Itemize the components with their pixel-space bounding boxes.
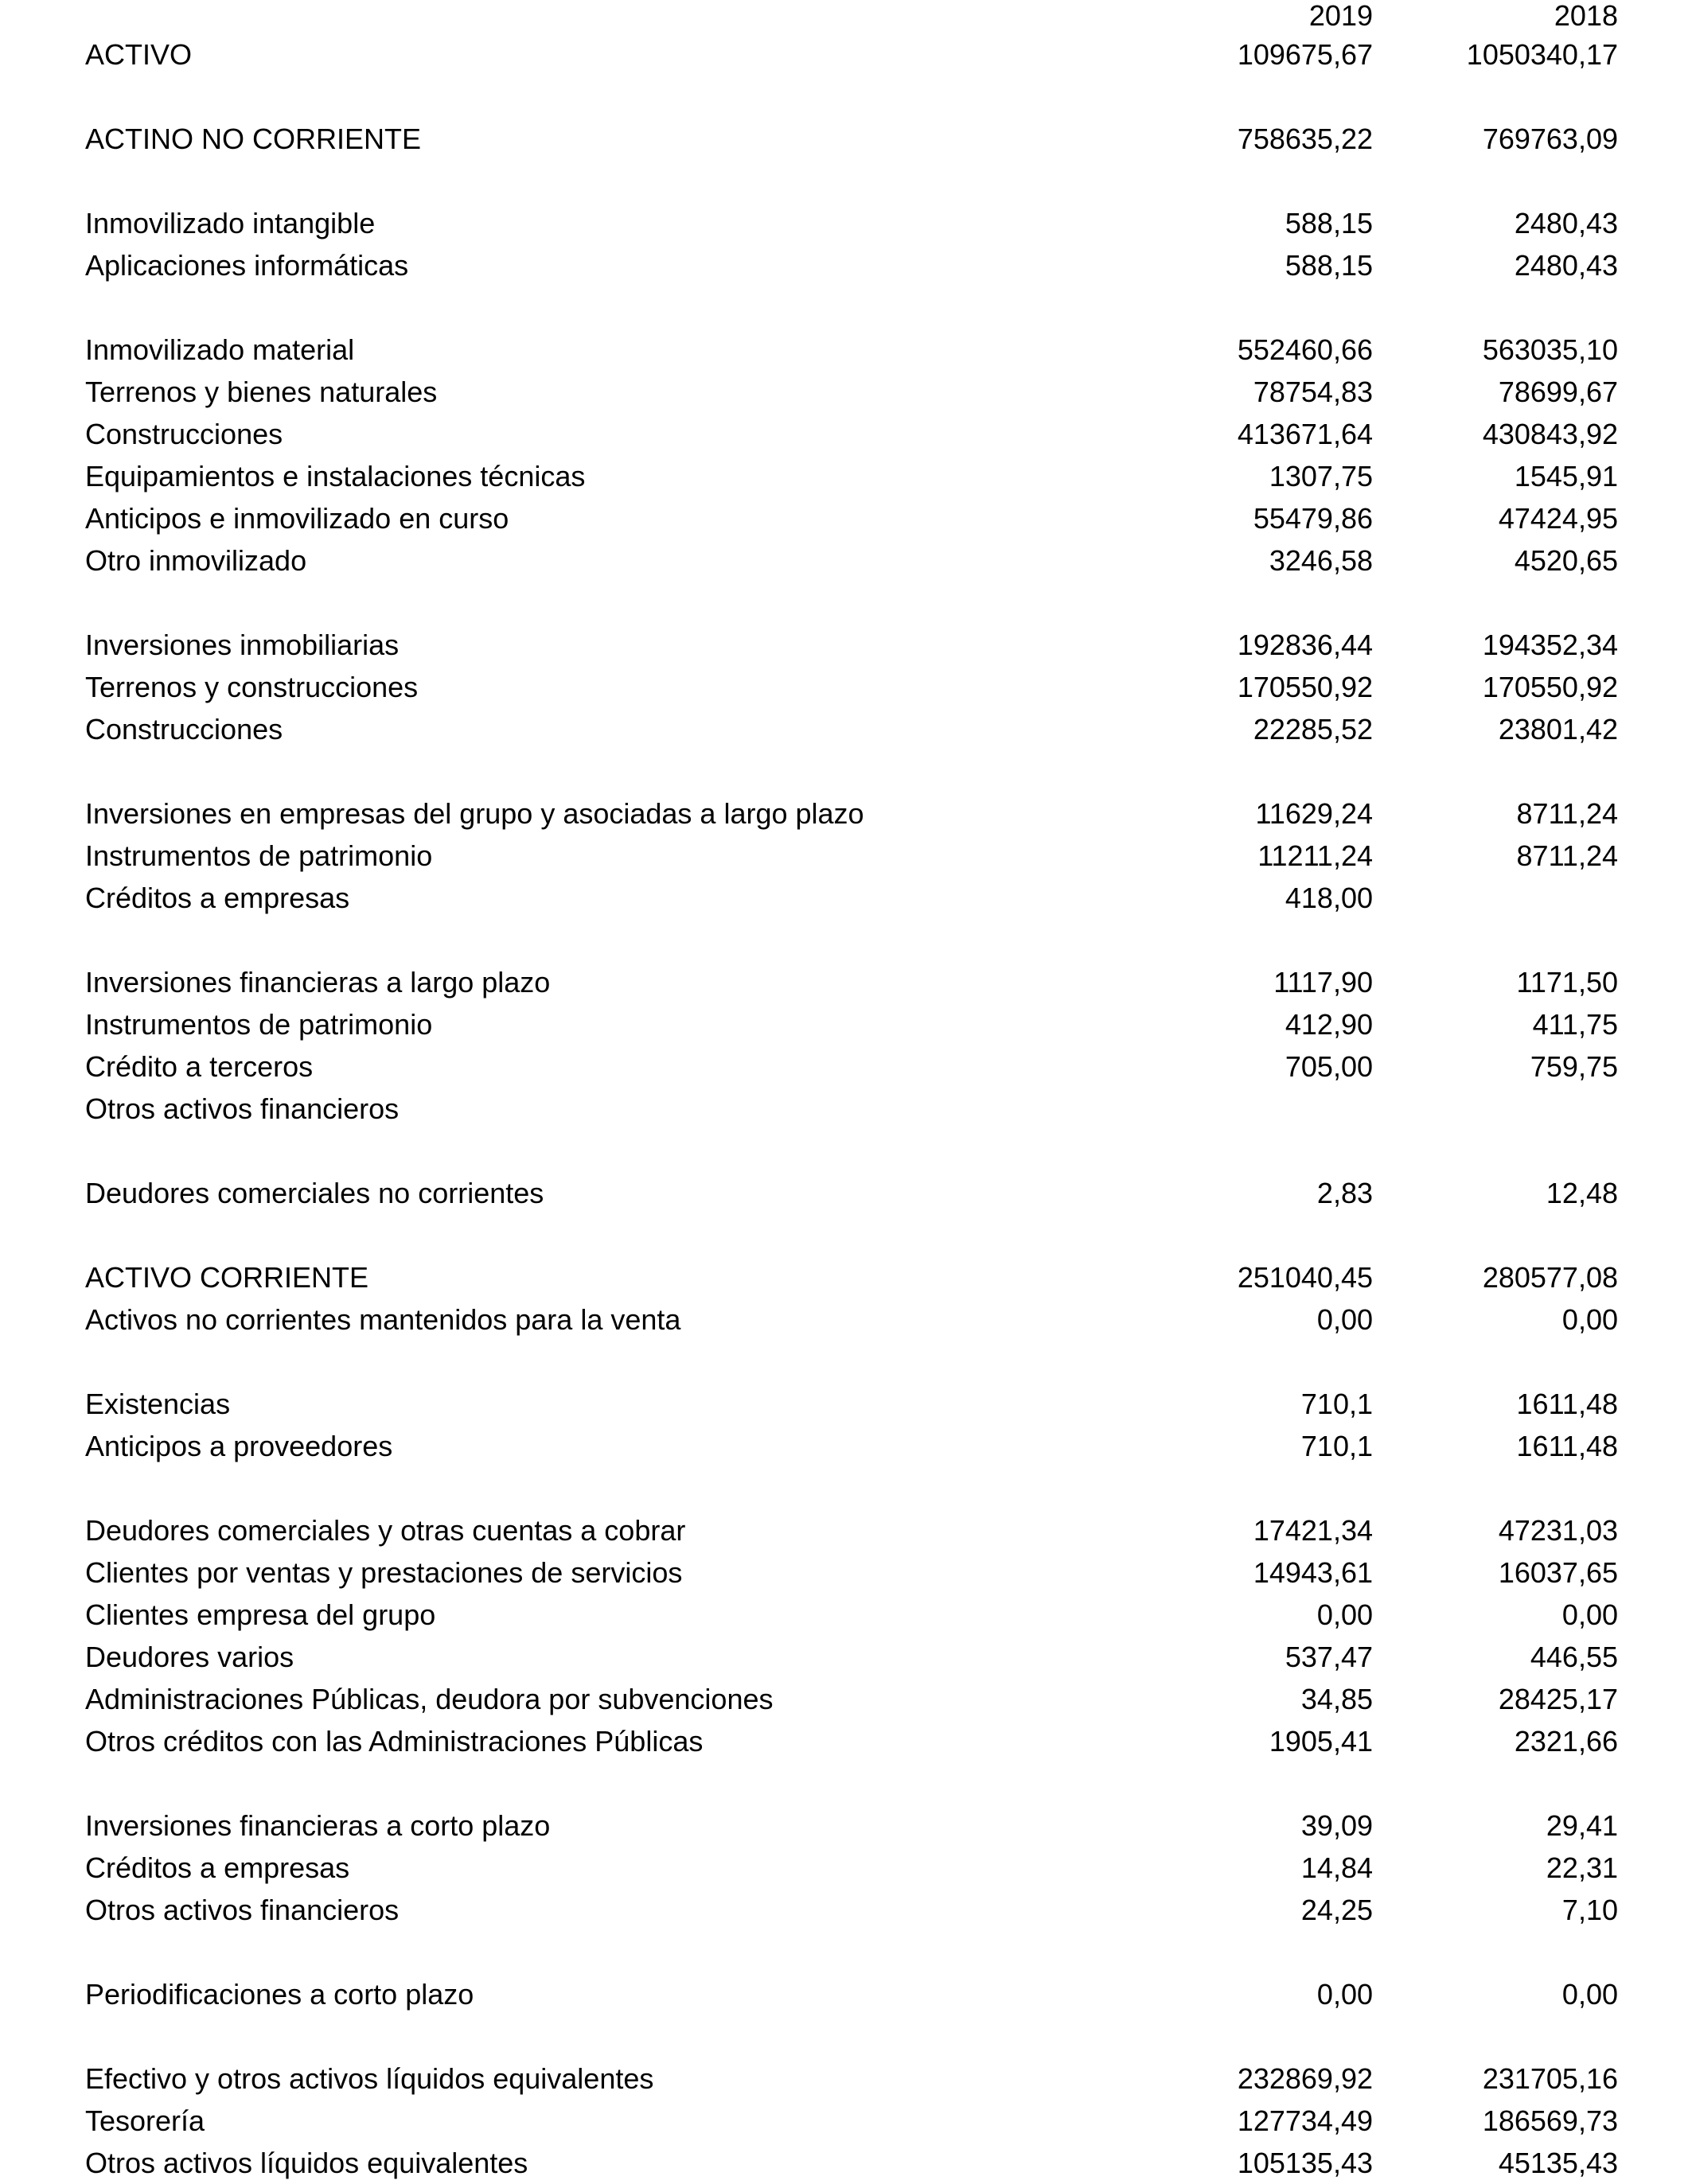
value-2019: 588,15 bbox=[1285, 207, 1373, 239]
table-row bbox=[0, 1383, 1692, 1425]
value-2019: 552460,66 bbox=[1237, 333, 1373, 366]
value-2018: 0,00 bbox=[1561, 1303, 1618, 1336]
value-2019: 11211,24 bbox=[1257, 839, 1373, 872]
table-row bbox=[0, 1045, 1692, 1088]
row-label: Construcciones bbox=[85, 713, 283, 746]
row-label: Otro inmovilizado bbox=[85, 544, 307, 577]
table-row bbox=[0, 708, 1692, 750]
table-row bbox=[0, 1889, 1692, 1931]
spacer-row bbox=[0, 1341, 1692, 1383]
value-2018: 22,31 bbox=[1546, 1851, 1618, 1884]
value-2018: 1050340,17 bbox=[1466, 38, 1618, 71]
value-2018: 12,48 bbox=[1546, 1177, 1618, 1209]
row-label: Existencias bbox=[85, 1388, 231, 1420]
row-label: ACTINO NO CORRIENTE bbox=[85, 123, 422, 155]
value-2018: 7,10 bbox=[1561, 1894, 1618, 1926]
value-2019: 1307,75 bbox=[1269, 460, 1373, 492]
table-row bbox=[0, 1551, 1692, 1594]
row-label: Construcciones bbox=[85, 418, 283, 450]
row-label: Instrumentos de patrimonio bbox=[85, 839, 433, 872]
row-label: ACTIVO CORRIENTE bbox=[85, 1261, 369, 1294]
value-2019: 588,15 bbox=[1285, 249, 1373, 282]
row-label: Otros activos financieros bbox=[85, 1092, 400, 1125]
row-label: Crédito a terceros bbox=[85, 1050, 314, 1083]
value-2019: 14,84 bbox=[1300, 1851, 1373, 1884]
row-label: Terrenos y bienes naturales bbox=[85, 376, 438, 408]
value-2019: 251040,45 bbox=[1237, 1261, 1373, 1294]
row-label: Créditos a empresas bbox=[85, 882, 350, 914]
value-2018: 8711,24 bbox=[1516, 797, 1618, 830]
row-label: Administraciones Públicas, deudora por subvenciones bbox=[85, 1683, 774, 1715]
value-2018: 45135,43 bbox=[1498, 2147, 1618, 2179]
value-2019: 105135,43 bbox=[1237, 2147, 1373, 2179]
row-label: Deudores varios bbox=[85, 1641, 294, 1673]
value-2019: 34,85 bbox=[1300, 1683, 1373, 1715]
balance-rows bbox=[0, 33, 1692, 2184]
spacer-row bbox=[0, 582, 1692, 624]
spacer-row bbox=[0, 1931, 1692, 1973]
table-row bbox=[0, 455, 1692, 497]
spacer-row bbox=[0, 1130, 1692, 1172]
row-label: Otros activos líquidos equivalentes bbox=[85, 2147, 528, 2179]
value-2018: 0,00 bbox=[1561, 1598, 1618, 1631]
spacer-row bbox=[0, 1214, 1692, 1256]
value-2018: 2480,43 bbox=[1514, 207, 1618, 239]
value-2019: 710,1 bbox=[1300, 1430, 1373, 1462]
spacer-row bbox=[0, 1467, 1692, 1509]
table-row bbox=[0, 835, 1692, 877]
value-2018: 47424,95 bbox=[1498, 502, 1618, 535]
table-row bbox=[0, 118, 1692, 160]
table-row bbox=[0, 666, 1692, 708]
row-label: Terrenos y construcciones bbox=[85, 671, 419, 703]
value-2019: 0,00 bbox=[1316, 1598, 1373, 1631]
value-2019: 418,00 bbox=[1285, 882, 1373, 914]
row-label: Deudores comerciales y otras cuentas a cobrar bbox=[85, 1514, 686, 1547]
table-row bbox=[0, 1172, 1692, 1214]
table-row bbox=[0, 2142, 1692, 2184]
value-2018: 430843,92 bbox=[1482, 418, 1618, 450]
row-label: Clientes por ventas y prestaciones de servicios bbox=[85, 1556, 683, 1589]
row-label: Anticipos e inmovilizado en curso bbox=[85, 502, 509, 535]
value-2019: 22285,52 bbox=[1253, 713, 1373, 746]
table-row bbox=[0, 1256, 1692, 1298]
value-2019: 109675,67 bbox=[1237, 38, 1373, 71]
value-2018: 1545,91 bbox=[1514, 460, 1618, 492]
value-2019: 127734,49 bbox=[1237, 2104, 1373, 2137]
spacer-row bbox=[0, 76, 1692, 118]
row-label: Deudores comerciales no corrientes bbox=[85, 1177, 544, 1209]
row-label: Activos no corrientes mantenidos para la venta bbox=[85, 1303, 681, 1336]
row-label: Otros créditos con las Administraciones Públicas bbox=[85, 1725, 704, 1758]
value-2019: 11629,24 bbox=[1255, 797, 1373, 830]
table-row bbox=[0, 2100, 1692, 2142]
value-2019: 0,00 bbox=[1316, 1303, 1373, 1336]
value-2019: 78754,83 bbox=[1253, 376, 1373, 408]
value-2018: 1171,50 bbox=[1516, 966, 1618, 999]
row-label: Inmovilizado intangible bbox=[85, 207, 376, 239]
value-2019: 55479,86 bbox=[1253, 502, 1373, 535]
table-row bbox=[0, 624, 1692, 666]
year-2018-header: 2018 bbox=[1554, 0, 1618, 32]
value-2019: 170550,92 bbox=[1237, 671, 1373, 703]
value-2019: 412,90 bbox=[1285, 1008, 1373, 1041]
spacer-row bbox=[0, 2015, 1692, 2057]
value-2018: 29,41 bbox=[1546, 1809, 1618, 1842]
value-2019: 758635,22 bbox=[1237, 123, 1373, 155]
table-row bbox=[0, 1425, 1692, 1467]
table-row bbox=[0, 1678, 1692, 1720]
value-2018: 1611,48 bbox=[1516, 1430, 1618, 1462]
table-row bbox=[0, 202, 1692, 244]
table-row bbox=[0, 1594, 1692, 1636]
table-row bbox=[0, 877, 1692, 919]
table-row bbox=[0, 1847, 1692, 1889]
value-2018: 2321,66 bbox=[1514, 1725, 1618, 1758]
value-2019: 24,25 bbox=[1300, 1894, 1373, 1926]
value-2019: 0,00 bbox=[1316, 1978, 1373, 2011]
value-2019: 705,00 bbox=[1285, 1050, 1373, 1083]
row-label: Inversiones inmobiliarias bbox=[85, 629, 400, 661]
value-2019: 17421,34 bbox=[1253, 1514, 1373, 1547]
table-row bbox=[0, 371, 1692, 413]
value-2018: 563035,10 bbox=[1482, 333, 1618, 366]
value-2018: 78699,67 bbox=[1498, 376, 1618, 408]
row-label: Instrumentos de patrimonio bbox=[85, 1008, 433, 1041]
spacer-row bbox=[0, 919, 1692, 961]
table-row bbox=[0, 33, 1692, 76]
row-label: ACTIVO bbox=[85, 38, 193, 71]
value-2019: 1117,90 bbox=[1273, 966, 1373, 999]
value-2019: 232869,92 bbox=[1237, 2062, 1373, 2095]
value-2018: 194352,34 bbox=[1482, 629, 1618, 661]
row-label: Inversiones financieras a largo plazo bbox=[85, 966, 551, 999]
value-2018: 411,75 bbox=[1532, 1008, 1618, 1041]
value-2018: 759,75 bbox=[1530, 1050, 1618, 1083]
spacer-row bbox=[0, 1762, 1692, 1804]
row-label: Inversiones financieras a corto plazo bbox=[85, 1809, 551, 1842]
table-row bbox=[0, 792, 1692, 835]
value-2019: 39,09 bbox=[1300, 1809, 1373, 1842]
table-row bbox=[0, 329, 1692, 371]
value-2018: 186569,73 bbox=[1482, 2104, 1618, 2137]
value-2019: 192836,44 bbox=[1237, 629, 1373, 661]
table-row bbox=[0, 1003, 1692, 1045]
table-row bbox=[0, 1088, 1692, 1130]
row-label: Periodificaciones a corto plazo bbox=[85, 1978, 474, 2011]
value-2018: 23801,42 bbox=[1498, 713, 1618, 746]
value-2018: 231705,16 bbox=[1482, 2062, 1618, 2095]
row-label: Créditos a empresas bbox=[85, 1851, 350, 1884]
value-2019: 537,47 bbox=[1285, 1641, 1373, 1673]
value-2018: 769763,09 bbox=[1482, 123, 1618, 155]
value-2018: 8711,24 bbox=[1516, 839, 1618, 872]
row-label: Equipamientos e instalaciones técnicas bbox=[85, 460, 586, 492]
value-2019: 2,83 bbox=[1316, 1177, 1373, 1209]
value-2019: 3246,58 bbox=[1269, 544, 1373, 577]
table-row bbox=[0, 1509, 1692, 1551]
row-label: Inmovilizado material bbox=[85, 333, 355, 366]
value-2018: 280577,08 bbox=[1482, 1261, 1618, 1294]
table-row bbox=[0, 2057, 1692, 2100]
table-row bbox=[0, 1804, 1692, 1847]
row-label: Tesorería bbox=[85, 2104, 205, 2137]
value-2018: 1611,48 bbox=[1516, 1388, 1618, 1420]
value-2019: 413671,64 bbox=[1237, 418, 1373, 450]
value-2018: 47231,03 bbox=[1498, 1514, 1618, 1547]
table-row bbox=[0, 244, 1692, 286]
table-row bbox=[0, 1973, 1692, 2015]
row-label: Otros activos financieros bbox=[85, 1894, 400, 1926]
spacer-row bbox=[0, 286, 1692, 329]
value-2018: 446,55 bbox=[1530, 1641, 1618, 1673]
table-row bbox=[0, 1720, 1692, 1762]
value-2018: 2480,43 bbox=[1514, 249, 1618, 282]
value-2019: 14943,61 bbox=[1253, 1556, 1373, 1589]
value-2019: 710,1 bbox=[1300, 1388, 1373, 1420]
value-2018: 28425,17 bbox=[1498, 1683, 1618, 1715]
value-2018: 0,00 bbox=[1561, 1978, 1618, 2011]
row-label: Anticipos a proveedores bbox=[85, 1430, 393, 1462]
year-2019-header: 2019 bbox=[1308, 0, 1373, 32]
value-2018: 4520,65 bbox=[1514, 544, 1618, 577]
row-label: Efectivo y otros activos líquidos equivalentes bbox=[85, 2062, 654, 2095]
table-row bbox=[0, 1636, 1692, 1678]
year-header bbox=[0, 0, 1692, 32]
table-row bbox=[0, 961, 1692, 1003]
spacer-row bbox=[0, 160, 1692, 202]
table-row bbox=[0, 413, 1692, 455]
table-row bbox=[0, 539, 1692, 582]
row-label: Clientes empresa del grupo bbox=[85, 1598, 436, 1631]
value-2018: 170550,92 bbox=[1482, 671, 1618, 703]
table-row bbox=[0, 497, 1692, 539]
value-2018: 16037,65 bbox=[1498, 1556, 1618, 1589]
row-label: Inversiones en empresas del grupo y asociadas a largo plazo bbox=[85, 797, 864, 830]
row-label: Aplicaciones informáticas bbox=[85, 249, 409, 282]
value-2019: 1905,41 bbox=[1269, 1725, 1373, 1758]
spacer-row bbox=[0, 750, 1692, 792]
table-row bbox=[0, 1298, 1692, 1341]
